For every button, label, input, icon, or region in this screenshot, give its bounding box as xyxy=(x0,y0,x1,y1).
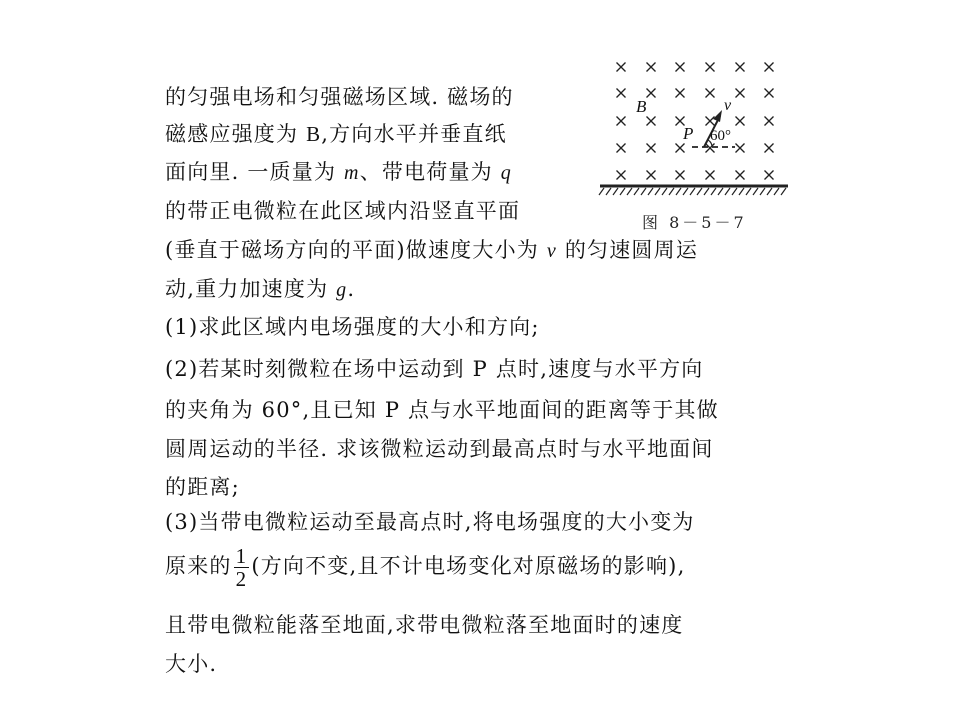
magnetic-field-diagram xyxy=(598,52,788,212)
arrowhead-icon xyxy=(713,110,722,122)
var-m: m xyxy=(344,162,360,184)
problem-line-5 xyxy=(165,237,698,264)
text-segment: (垂直于磁场方向的平面)做速度大小为 xyxy=(165,238,547,262)
text-segment: 动,重力加速度为 xyxy=(165,277,337,301)
figure-caption: 图 8－5－7 xyxy=(642,213,747,232)
question-3-line-2 xyxy=(165,545,685,590)
fraction-numerator: 1 xyxy=(235,544,248,568)
question-3-line-3: 且带电微粒能落至地面,求带电微粒落至地面时的速度 xyxy=(165,613,684,637)
question-2-line-3: 圆周运动的半径. 求该微粒运动到最高点时与水平地面间 xyxy=(165,437,714,461)
question-3-line-4: 大小. xyxy=(165,652,218,676)
problem-line-6 xyxy=(165,276,355,303)
text-segment: ,方向水平并垂直纸 xyxy=(321,122,507,146)
var-q: q xyxy=(500,162,512,184)
var-v: v xyxy=(546,240,557,262)
text-segment: . xyxy=(347,277,356,301)
point-label-P: P xyxy=(683,124,694,143)
text-segment: 的匀速圆周运 xyxy=(556,238,699,262)
ground-hatching xyxy=(599,188,786,195)
text-segment: 、带电荷量为 xyxy=(359,160,501,184)
field-into-page-crosses xyxy=(617,63,774,180)
problem-line-4: 的带正电微粒在此区域内沿竖直平面 xyxy=(165,199,521,223)
question-2-line-1: (2)若某时刻微粒在场中运动到 P 点时,速度与水平方向 xyxy=(165,357,704,381)
text-segment: (方向不变,且不计电场变化对原磁场的影响), xyxy=(251,554,686,578)
problem-line-1: 的匀强电场和匀强磁场区域. 磁场的 xyxy=(165,85,514,109)
fraction-one-half xyxy=(234,545,250,590)
var-B: B xyxy=(306,122,322,146)
var-g: g xyxy=(336,279,348,301)
question-3-line-1: (3)当带电微粒运动至最高点时,将电场强度的大小变为 xyxy=(165,510,695,534)
problem-line-2 xyxy=(165,121,507,147)
text-segment: 面向里. 一质量为 xyxy=(165,160,345,184)
angle-label-60: 60° xyxy=(710,128,731,144)
physics-diagram xyxy=(598,52,788,237)
fraction-denominator: 2 xyxy=(235,567,248,591)
text-segment: 磁感应强度为 xyxy=(165,122,307,146)
question-1: (1)求此区域内电场强度的大小和方向; xyxy=(165,315,540,339)
field-label-B: B xyxy=(636,97,647,116)
problem-line-3 xyxy=(165,159,512,186)
text-segment: 原来的 xyxy=(165,554,232,578)
question-2-line-2: 的夹角为 60°,且已知 P 点与水平地面间的距离等于其做 xyxy=(165,398,719,422)
question-2-line-4: 的距离; xyxy=(165,475,240,499)
velocity-label-v: v xyxy=(724,97,732,114)
